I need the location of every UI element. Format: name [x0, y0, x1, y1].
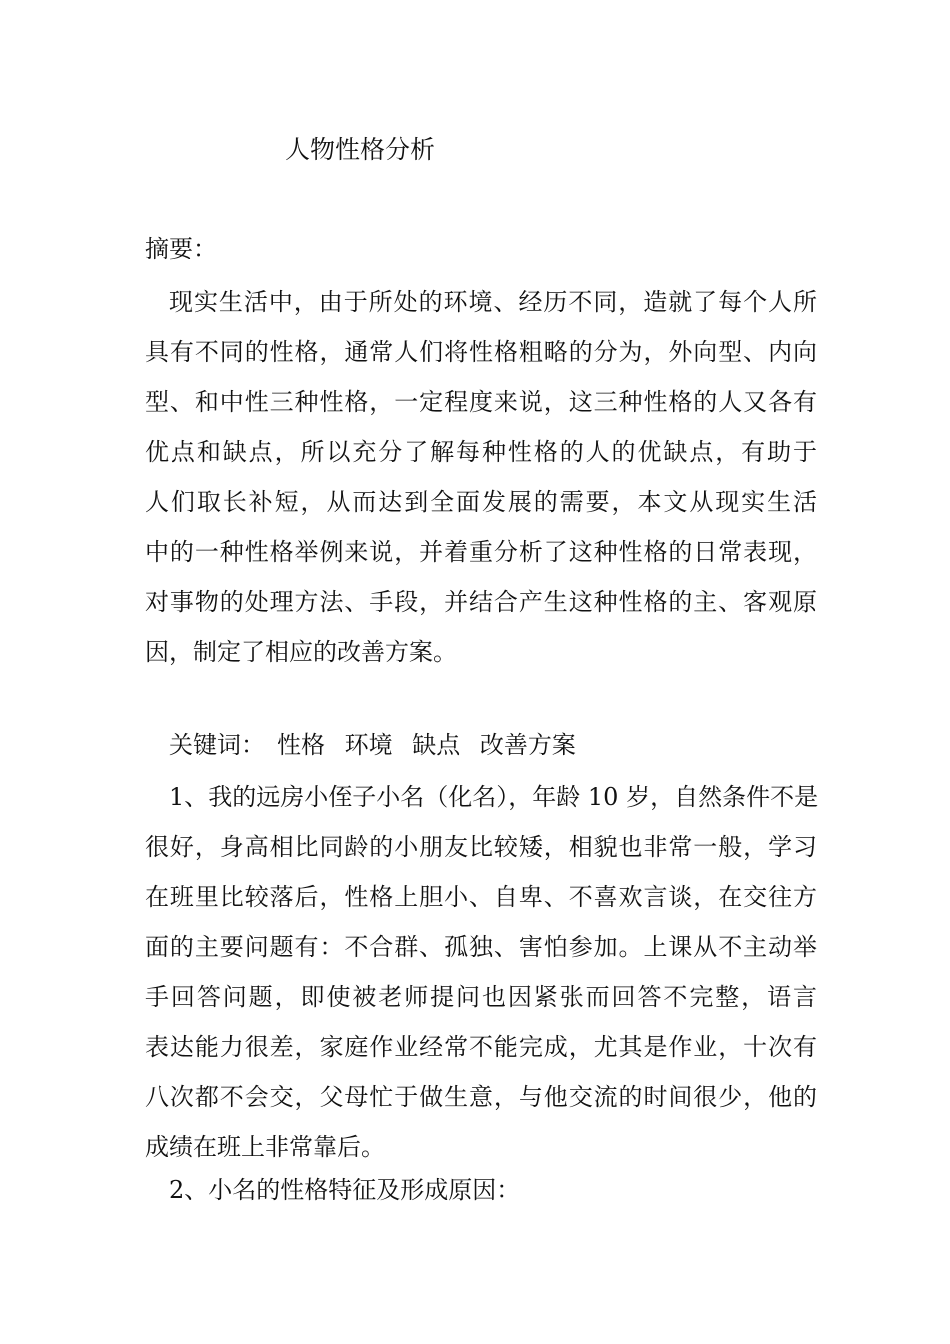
abstract-line: 型、和中性三种性格，一定程度来说，这三种性格的人又各有	[145, 388, 817, 416]
keywords-line	[169, 728, 576, 762]
abstract-paragraph	[145, 277, 817, 677]
keyword: 性格	[277, 731, 325, 759]
abstract-line: 人们取长补短，从而达到全面发展的需要，本文从现实生活	[145, 488, 817, 516]
abstract-line: 现实生活中，由于所处的环境、经历不同，造就了每个人所	[169, 288, 817, 316]
section-1-line: 1、我的远房小侄子小名（化名），年龄 10 岁，自然条件不是	[169, 783, 819, 811]
abstract-line: 因，制定了相应的改善方案。	[145, 638, 457, 666]
abstract-line: 中的一种性格举例来说，并着重分析了这种性格的日常表现，	[145, 538, 817, 566]
section-1-line: 在班里比较落后，性格上胆小、自卑、不喜欢言谈，在交往方	[145, 883, 817, 911]
section-1-line: 表达能力很差，家庭作业经常不能完成，尤其是作业，十次有	[145, 1033, 817, 1061]
section-1-paragraph	[145, 772, 817, 1172]
section-1-line: 面的主要问题有：不合群、孤独、害怕参加。上课从不主动举	[145, 933, 817, 961]
document-title: 人物性格分析	[285, 135, 436, 164]
keyword: 缺点	[412, 731, 461, 759]
abstract-label: 摘要：	[145, 235, 217, 263]
abstract-line: 优点和缺点，所以充分了解每种性格的人的优缺点，有助于	[145, 438, 817, 466]
abstract-line: 具有不同的性格，通常人们将性格粗略的分为，外向型、内向	[145, 338, 817, 366]
section-2-heading: 2、小名的性格特征及形成原因：	[169, 1176, 521, 1204]
abstract-line: 对事物的处理方法、手段，并结合产生这种性格的主、客观原	[145, 588, 817, 616]
keywords-label: 关键词：	[169, 731, 265, 759]
keyword: 改善方案	[479, 731, 576, 759]
section-1-line: 手回答问题，即使被老师提问也因紧张而回答不完整，语言	[145, 983, 817, 1011]
section-1-line: 八次都不会交，父母忙于做生意，与他交流的时间很少，他的	[145, 1083, 817, 1111]
keyword: 环境	[344, 731, 393, 759]
section-1-line: 成绩在班上非常靠后。	[145, 1133, 385, 1161]
section-1-line: 很好，身高相比同龄的小朋友比较矮，相貌也非常一般，学习	[145, 833, 817, 861]
